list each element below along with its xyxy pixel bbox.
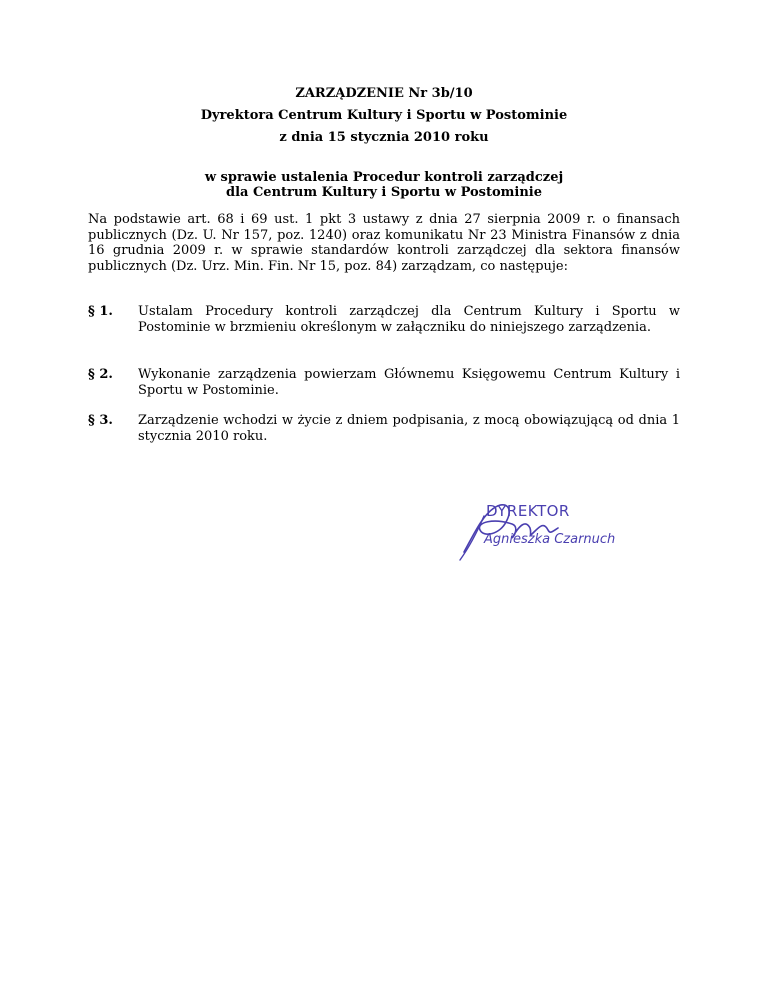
paragraph-2-text: Wykonanie zarządzenia powierzam Głównemu Księgowemu Centrum Kultury i Sportu w Postominie. bbox=[138, 367, 680, 398]
document-date: z dnia 15 stycznia 2010 roku bbox=[279, 130, 489, 145]
signature-stamp bbox=[454, 494, 644, 564]
document-subject-line-1: w sprawie ustalenia Procedur kontroli zarządczej bbox=[204, 170, 564, 185]
paragraph-3-number: § 3. bbox=[88, 413, 113, 428]
document-issuer: Dyrektora Centrum Kultury i Sportu w Postominie bbox=[200, 108, 568, 123]
intro-paragraph: Na podstawie art. 68 i 69 ust. 1 pkt 3 ustawy z dnia 27 sierpnia 2009 r. o finansach publicznych (Dz. U. Nr 157, poz. 1240) oraz komunikatu Nr 23 Ministra Finansów z dnia 16 grudnia 2009 r. w sprawie standardów kontroli zarządczej dla sektora finansów publicznych (Dz. Urz. Min. Fin. Nr 15, poz. 84) zarządzam, co następuje: bbox=[88, 212, 680, 274]
paragraph-1 bbox=[88, 304, 680, 335]
handwritten-signature bbox=[454, 494, 644, 564]
stamp-name: Agnieszka Czarnuch bbox=[484, 532, 616, 547]
paragraph-3-text: Zarządzenie wchodzi w życie z dniem podpisania, z mocą obowiązującą od dnia 1 stycznia 2010 roku. bbox=[138, 413, 680, 444]
paragraph-2-number: § 2. bbox=[88, 367, 113, 382]
paragraph-3 bbox=[88, 413, 680, 444]
paragraph-1-number: § 1. bbox=[88, 304, 113, 319]
paragraph-1-text: Ustalam Procedury kontroli zarządczej dla Centrum Kultury i Sportu w Postominie w brzmieniu określonym w załączniku do niniejszego zarządzenia. bbox=[138, 304, 680, 335]
stamp-title: DYREKTOR bbox=[486, 502, 570, 520]
paragraph-2 bbox=[88, 367, 680, 398]
document-subject-line-2: dla Centrum Kultury i Sportu w Postominie bbox=[225, 185, 543, 200]
document-title: ZARZĄDZENIE Nr 3b/10 bbox=[295, 86, 473, 101]
